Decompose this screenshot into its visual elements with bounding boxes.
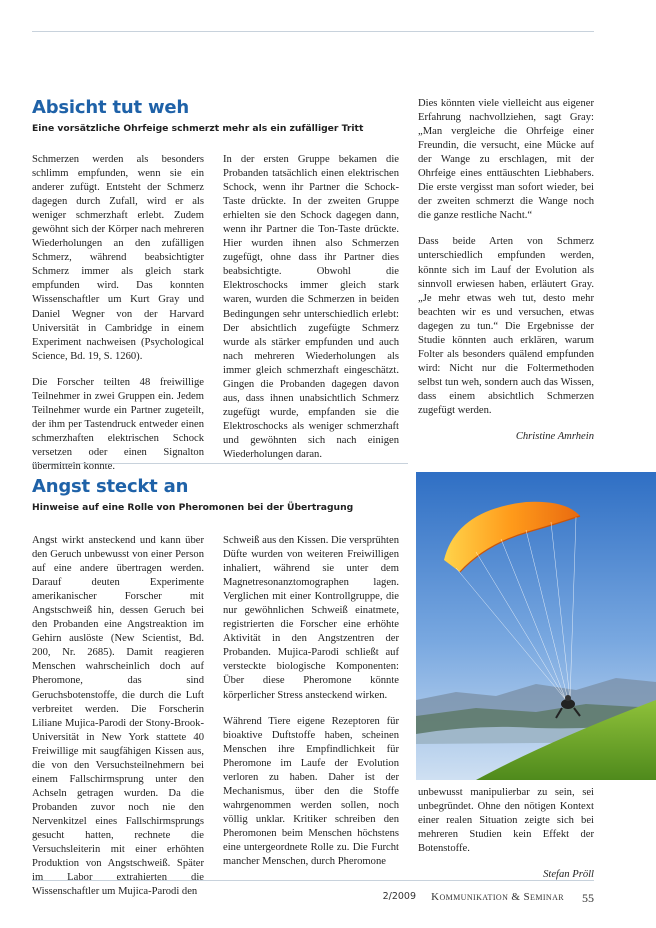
- top-rule: [32, 31, 594, 32]
- section-divider: [32, 463, 408, 464]
- article1-column-1: [32, 153, 204, 474]
- article2-col2-paragraph-1: Schweiß aus den Kissen. Die versprühten Düfte wurden von weiteren Freiwilligen inhaliert, während sie unter dem Magnetresonanztomographen lagen. Verglichen mit einer Kontrollgruppe, die nur gewöhnlichen Schweiß einatmete, registrierten die Forscher eine erhöhte Aktivität in den Angstzentren der Probanden. Mujica-Parodi schließt auf versteckte biologische Komponenten: Über diese Pheromone könnte körperlicher Stress ansteckend wirken.: [223, 535, 399, 701]
- article2-column-1: [32, 534, 204, 899]
- article1-col1-paragraph-1: Schmerzen werden als besonders schlimm empfunden, wenn sie ein anderer zufügt. Entsteht der Schmerz dagegen durch Zufall, wird er als weniger schmerzhaft erlebt. Zudem gewöhnt sich der Körper nach mehreren Wiederholungen an den zufälligen Schmerz, während beabsichtigter Schmerz immer als gleich stark empfunden wird. Das konnten Wissenschaftler um Kurt Gray und Daniel Wegner von der Harvard Universität in Cambridge in einem Experiment nachweisen (Psychological Science, Bd. 19, S. 1260).: [32, 154, 204, 362]
- article2-col3-paragraph-1: unbewusst manipulierbar zu sein, sei unbegründet. Ohne den nötigen Kontext einer realen Situation zeigte sich bei mehreren Studien kein Effekt der Botenstoffe.: [418, 787, 594, 855]
- paraglider-illustration: [416, 472, 656, 780]
- magazine-name: Kommunikation & Seminar: [431, 891, 564, 903]
- article1-column-3: [418, 97, 594, 444]
- article2-subtitle: Hinweise auf eine Rolle von Pheromonen bei der Übertragung: [32, 502, 354, 513]
- article2-col2-paragraph-2: Während Tiere eigene Rezeptoren für bioaktive Duftstoffe haben, scheinen Menschen ihre Empfindlichkeit für Pheromone im Laufe der Evolution verloren zu haben. Daher ist der Mechanismus, über den die Stoffe wahrgenommen werden sollen, noch völlig unklar. Kritiker schreiben den Pheromonen beim Menschen höchstens eine untergeordnete Rolle zu. Die Furcht mancher Menschen, durch Pheromone: [223, 715, 399, 868]
- bottom-rule: [32, 880, 594, 881]
- article1-col3-paragraph-2: Dass beide Arten von Schmerz unterschiedlich empfunden werden, könnte sich im Lauf der Evolution als sinnvoll erwiesen haben, erläutert Gray. „Je mehr etwas weh tut, desto mehr beachten wir es und versuchen, etwas dagegen zu tun.“ Die Ergebnisse der Studie könnten auch erklären, warum Folter als besonders quälend empfunden wird: Nicht nur die Foltermethoden selbst tun weh, sondern auch das Wissen, dass einem absichtlich Schmerzen zugefügt werden.: [418, 236, 594, 416]
- article2-column-2: [223, 534, 399, 869]
- article1-title: Absicht tut weh: [32, 97, 189, 118]
- article1-col2-paragraph-1: In der ersten Gruppe bekamen die Probanden tatsächlich einen elektrischen Schock, wenn ihr Partner die Schock-Taste drückte. In der zweiten Gruppe erhielten sie den Schock dagegen dann, wenn ihr Partner die Ton-Taste drückte. Hier wurden ihnen also Schmerzen zugefügt, ohne dass ihr Partner dies beabsichtigte. Obwohl die Elektroschocks immer gleich stark waren, wurden die Schmerzen in beiden Bedingungen sehr unterschiedlich erlebt: Der absichtlich zugefügte Schmerz wurde als stärker empfunden und auch nach mehreren Wiederholungen als immer gleich schmerzhaft eingeschätzt. Gingen die Probanden dagegen davon aus, dass ihnen unabsichtlich Schmerz zugefügt wurde, empfanden sie die Elektroschocks als weniger schmerzhaft und gewöhnten sich nach einigen Wiederholungen daran.: [223, 154, 399, 460]
- article2-column-3: [418, 786, 594, 882]
- article1-col3-paragraph-1: Dies könnten viele vielleicht aus eigener Erfahrung nachvollziehen, sagt Gray: „Man vergleiche die Ohrfeige einer Freundin, die versucht, eine Mücke auf der Wange zu erschlagen, mit der Ohrfeige eines enttäuschten Liebhabers. Die erste vergisst man sofort wieder, bei der zweiten schmerzt die Wange noch die ganze restliche Nacht.“: [418, 98, 594, 222]
- issue-number: 2/2009: [382, 891, 416, 902]
- paraglider-photo: [416, 472, 656, 780]
- page-number: 55: [582, 891, 594, 905]
- article1-col1-paragraph-2: Die Forscher teilten 48 freiwillige Teilnehmer in zwei Gruppen ein. Jedem Teilnehmer wurde ein Partner zugeteilt, der ihm per Tastendruck entweder einen schmerzhaften elektrischen Schock versetzen oder einen Signalton übermitteln konnte.: [32, 376, 204, 472]
- article2-author: Stefan Pröll: [543, 869, 594, 881]
- article1-author: Christine Amrhein: [515, 431, 594, 443]
- article2-col1-paragraph-1: Angst wirkt ansteckend und kann über den Geruch unbewusst von einer Person auf eine andere übertragen werden. Darauf deuten Experimente amerikanischer Forscher mit Angstschweiß hin, dessen Geruch bei den Probanden eine Angstreaktion im Gehirn auslöste (New Scientist, Bd. 200, Nr. 2685). Damit reagieren Menschen wahrscheinlich doch auf Pheromone, das sind Geruchsbotenstoffe, die durch die Luft verbreitet werden. Die Forscherin Liliane Mujica-Parodi der Stony-Brook-Universität in New York stattete 40 Freiwillige mit saugfähigen Kissen aus, die von den Versuchsteilnehmern bei einem Fallschirmsprung unter den Achseln getragen wurden. Da die Probanden zuvor noch nie den Nervenkitzel eines Fallschirmsprungs gesucht hatten, rechnete die Versuchsleiterin mit einer erhöhten Produktion von Angstschweiß. Später im Labor extrahierten die Wissenschaftler um Mujica-Parodi den: [32, 535, 204, 898]
- article2-title: Angst steckt an: [32, 476, 189, 497]
- article1-column-2: [223, 153, 399, 462]
- article1-subtitle: Eine vorsätzliche Ohrfeige schmerzt mehr als ein zufälliger Tritt: [32, 123, 364, 134]
